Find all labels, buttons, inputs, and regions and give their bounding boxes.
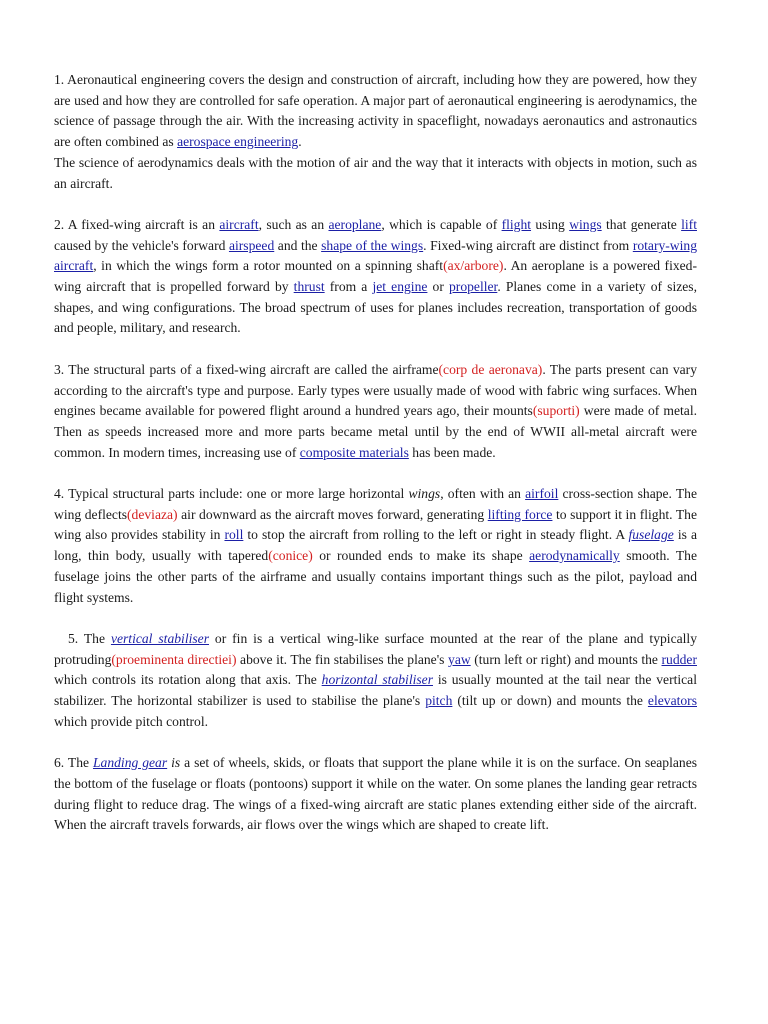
link-airfoil[interactable]: airfoil xyxy=(525,486,559,502)
text: using xyxy=(531,216,570,232)
text: that generate xyxy=(601,216,682,232)
link-lifting-force[interactable]: lifting force xyxy=(487,506,553,522)
paragraph-2 xyxy=(54,215,697,339)
text: which controls its rotation along that axis. The xyxy=(54,672,322,688)
romanian-note-corp-de-aeronava: (corp de aeronava) xyxy=(438,361,543,377)
romanian-note-ax-arbore: (ax/arbore) xyxy=(443,258,504,274)
text: , such as an xyxy=(258,216,329,232)
text: cross-section shape. The wing deflects xyxy=(54,486,697,522)
paragraph-1-end: . xyxy=(298,134,302,150)
emphasis-is: is xyxy=(167,755,181,771)
text: to stop the aircraft from rolling to the left or right in steady flight. A xyxy=(243,527,629,543)
link-vertical-stabiliser[interactable]: vertical stabiliser xyxy=(110,630,209,646)
link-shape-of-the-wings[interactable]: shape of the wings xyxy=(321,237,424,253)
text: , in which the wings form a rotor mounted on a spinning shaft xyxy=(93,258,444,274)
link-aerospace-engineering[interactable]: aerospace engineering xyxy=(177,134,299,150)
link-aircraft[interactable]: aircraft xyxy=(219,216,259,232)
link-fuselage[interactable]: fuselage xyxy=(628,527,674,543)
romanian-note-conice: (conice) xyxy=(268,548,313,564)
text: is a long, thin body, usually with tapered xyxy=(54,527,697,564)
paragraph-4 xyxy=(54,484,697,608)
text: , which is capable of xyxy=(381,216,502,232)
paragraph-1b-text: The science of aerodynamics deals with the motion of air and the way that it interacts with objects in motion, such as an aircraft. xyxy=(54,154,697,191)
paragraph-1b xyxy=(54,153,697,194)
link-landing-gear[interactable]: Landing gear xyxy=(92,755,168,771)
link-flight[interactable]: flight xyxy=(501,216,532,232)
link-rotary-wing-aircraft[interactable]: rotary-wing aircraft xyxy=(54,237,697,274)
link-aeroplane[interactable]: aeroplane xyxy=(328,216,382,232)
text: . The parts present can vary according to the aircraft's type and purpose. Early types were usually made of wood with fabric wing surfaces. When engines became available for powered flight around a hundred years ago, their mounts xyxy=(54,361,698,419)
text: above it. The fin stabilises the plane's xyxy=(236,651,449,667)
text: or xyxy=(427,279,449,295)
link-airspeed[interactable]: airspeed xyxy=(228,237,275,253)
link-composite-materials[interactable]: composite materials xyxy=(299,444,409,460)
emphasis-wings: wings xyxy=(408,486,441,502)
text: 6. The xyxy=(54,755,93,771)
text: 2. A fixed-wing aircraft is an xyxy=(54,216,220,232)
paragraph-6 xyxy=(54,753,697,836)
romanian-note-suporti: (suporti) xyxy=(532,403,580,419)
text: . An aeroplane is a powered fixed-wing aircraft that is propelled forward by xyxy=(54,258,697,295)
text: is usually mounted at the tail near the vertical stabilizer. The horizontal stabilizer is used to stabilise the plane's xyxy=(54,672,697,709)
link-jet-engine[interactable]: jet engine xyxy=(372,279,428,295)
link-thrust[interactable]: thrust xyxy=(293,279,325,295)
text: a set of wheels, skids, or floats that support the plane while it is on the surface. On seaplanes the bottom of the fuselage or floats (pontoons) support it while on the water. On some planes the landing gear retracts during flight to reduce drag. The wings of a fixed-wing aircraft are static planes extending either side of the aircraft. When the aircraft travels forwards, air flows over the wings which are shaped to create lift. xyxy=(54,755,698,833)
text: (turn left or right) and mounts the xyxy=(470,651,662,667)
text: . Fixed-wing aircraft are distinct from xyxy=(423,237,633,253)
link-pitch[interactable]: pitch xyxy=(425,693,453,709)
link-rudder[interactable]: rudder xyxy=(661,651,697,667)
text: smooth. The fuselage joins the other parts of the airframe and usually contains important things such as the pilot, payload and flight systems. xyxy=(54,548,697,605)
text: and the xyxy=(274,237,322,253)
text: . Planes come in a variety of sizes, shapes, and wing configurations. The broad spectrum of uses for planes includes recreation, transportation of goods and people, military, and research. xyxy=(54,279,697,336)
text: has been made. xyxy=(408,444,496,460)
text: which provide pitch control. xyxy=(54,713,209,729)
text: , often with an xyxy=(440,486,526,502)
text: were made of metal. Then as speeds increased more and more parts became metal until by the end of WWII all-metal aircraft were common. In modern times, increasing use of xyxy=(54,403,697,460)
link-elevators[interactable]: elevators xyxy=(647,693,697,709)
paragraph-1-text: 1. Aeronautical engineering covers the design and construction of aircraft, including how they are powered, how they are used and how they are controlled for safe operation. A major part of aeronautical engineering is aerodynamics, the science of passage through the air. With the increasing activity in spaceflight, nowadays aeronautics and astronautics are often combined as xyxy=(54,72,697,150)
link-roll[interactable]: roll xyxy=(224,527,244,543)
text: 5. The xyxy=(68,630,111,646)
text: air downward as the aircraft moves forward, generating xyxy=(177,506,488,522)
link-wings[interactable]: wings xyxy=(569,216,602,232)
link-aerodynamically[interactable]: aerodynamically xyxy=(529,548,620,564)
paragraph-5 xyxy=(54,629,697,733)
text: 4. Typical structural parts include: one or more large horizontal xyxy=(54,486,409,502)
text: (tilt up or down) and mounts the xyxy=(452,693,648,709)
paragraph-1 xyxy=(54,70,697,153)
text: caused by the vehicle's forward xyxy=(54,237,229,253)
document-page xyxy=(54,70,697,857)
link-horizontal-stabiliser[interactable]: horizontal stabiliser xyxy=(321,672,433,688)
text: 3. The structural parts of a fixed-wing aircraft are called the airframe xyxy=(54,361,439,377)
link-lift[interactable]: lift xyxy=(681,216,697,232)
text: from a xyxy=(324,279,373,295)
link-yaw[interactable]: yaw xyxy=(448,651,471,667)
romanian-note-deviaza: (deviaza) xyxy=(127,506,178,522)
text: or rounded ends to make its shape xyxy=(312,548,530,564)
text: or fin is a vertical wing-like surface mounted at the rear of the plane and typically protruding xyxy=(54,630,697,667)
paragraph-3 xyxy=(54,360,697,464)
romanian-note-proeminenta-directiei: (proeminenta directiei) xyxy=(111,651,237,667)
text: to support it in flight. The wing also provides stability in xyxy=(54,506,697,543)
link-propeller[interactable]: propeller xyxy=(449,279,498,295)
